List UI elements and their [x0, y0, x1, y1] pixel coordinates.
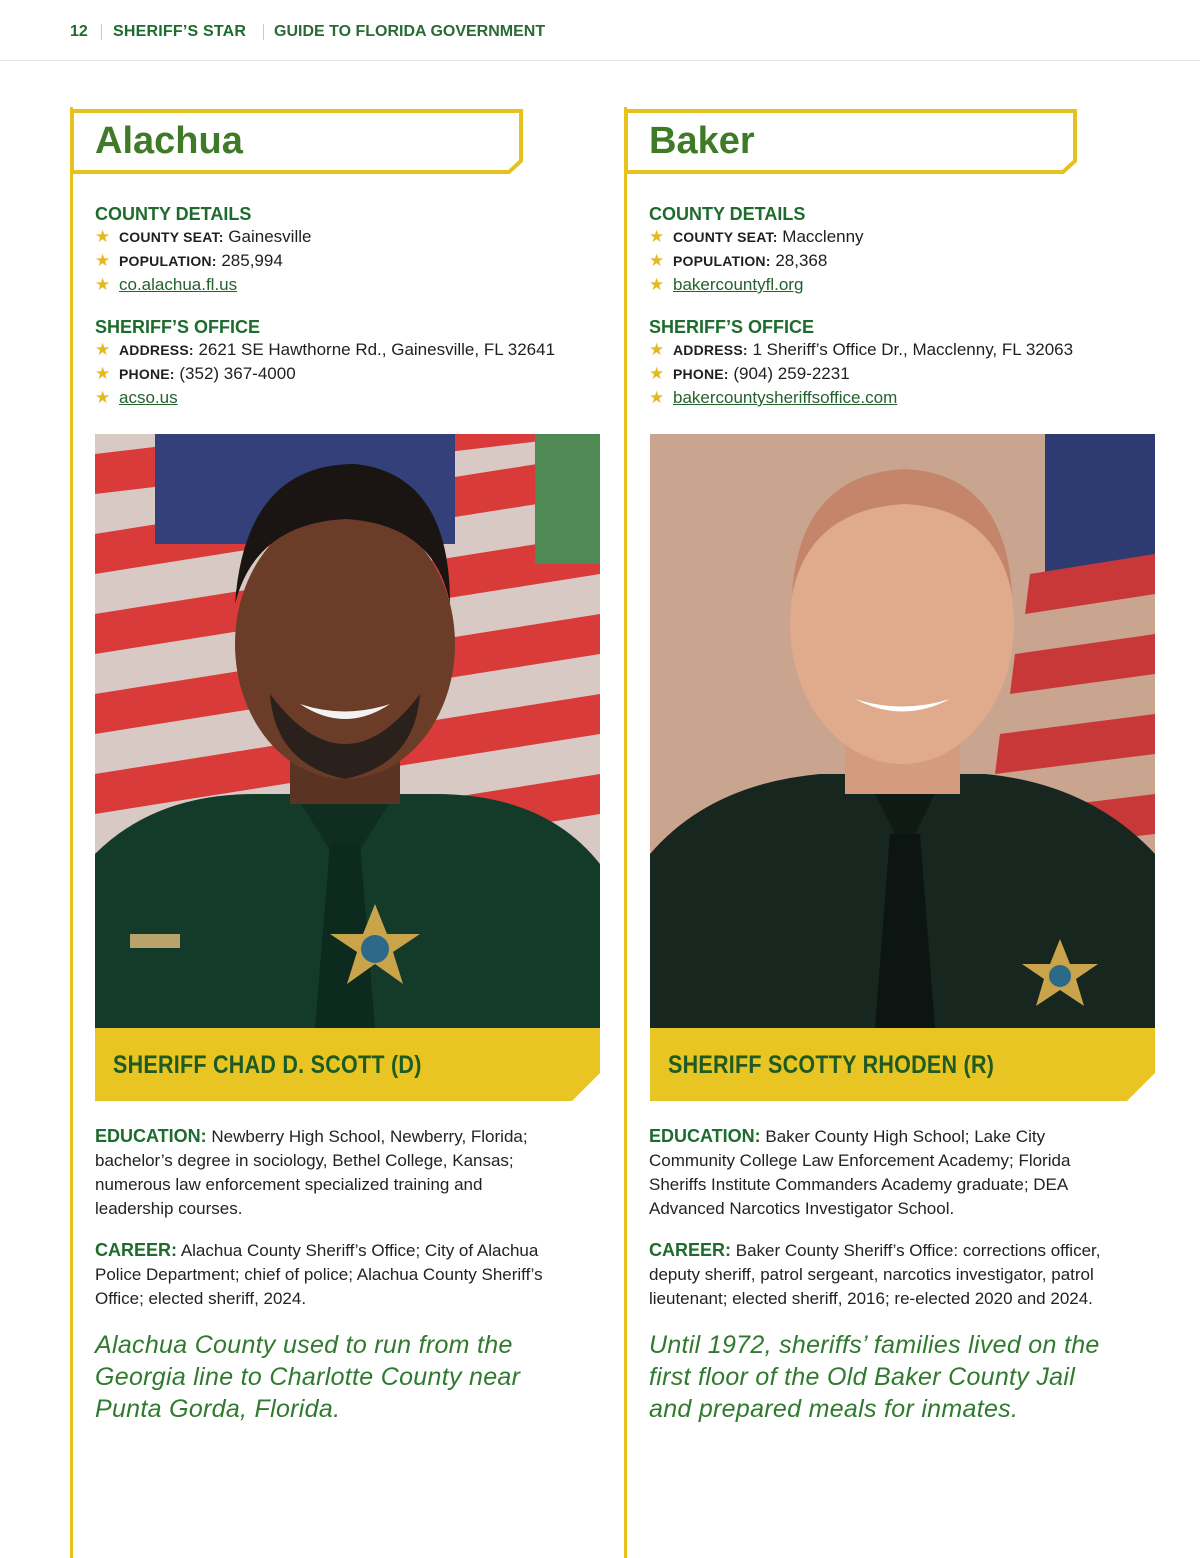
gold-rule — [624, 107, 627, 1558]
education-text: Newberry High School, Newberry, Florida; bachelor’s degree in sociology, Bethel College, Kansas; numerous law enforcement specialized training and leadership courses. — [95, 1127, 528, 1218]
phone: (352) 367-4000 — [179, 364, 296, 383]
star-icon: ★ — [95, 388, 111, 407]
sheriff-office-heading: SHERIFF’S OFFICE — [649, 317, 815, 337]
publication-title: SHERIFF’S STAR — [113, 23, 247, 40]
sheriff-name: SHERIFF CHAD D. SCOTT (D) — [113, 1051, 422, 1079]
education-label: EDUCATION: — [95, 1126, 207, 1146]
divider — [101, 24, 102, 40]
sheriff-name-band — [95, 1028, 600, 1101]
education-text: Baker County High School; Lake City Community College Law Enforcement Academy; Florida Sheriffs Institute Commanders Academy graduate; DEA Advanced Narcotics Investigator School. — [649, 1127, 1071, 1218]
phone-row: ★ PHONE: (904) 259-2231 — [649, 364, 850, 383]
county-website-link[interactable]: co.alachua.fl.us — [119, 275, 238, 294]
star-icon: ★ — [95, 364, 111, 383]
population-row: ★ POPULATION: 28,368 — [649, 251, 828, 270]
sheriff-portrait — [95, 434, 600, 1028]
county-profile-baker — [622, 107, 1162, 1558]
sheriff-name: SHERIFF SCOTTY RHODEN (R) — [668, 1051, 995, 1079]
star-icon: ★ — [649, 251, 665, 270]
county-fact: Alachua County used to run from the Georgia line to Charlotte County near Punta Gorda, Florida. — [95, 1331, 521, 1423]
county-name: Baker — [649, 120, 755, 162]
star-icon: ★ — [95, 251, 111, 270]
population: 285,994 — [221, 251, 283, 270]
county-website-row — [649, 274, 803, 296]
county-seat: Gainesville — [228, 227, 312, 246]
county-website-link[interactable]: bakercountyfl.org — [673, 275, 804, 294]
population: 28,368 — [775, 251, 828, 270]
office-website-row — [95, 387, 178, 409]
county-details-heading: COUNTY DETAILS — [95, 204, 252, 224]
star-icon: ★ — [649, 340, 665, 359]
divider — [263, 24, 264, 40]
page-header — [0, 0, 1200, 61]
career-text: Alachua County Sheriff’s Office; City of Alachua Police Department; chief of police; Alachua County Sheriff’s Office; elected sheriff, 2024. — [95, 1241, 543, 1308]
sheriff-office-heading: SHERIFF’S OFFICE — [95, 317, 261, 337]
county-details-heading: COUNTY DETAILS — [649, 204, 806, 224]
county-seat-row: ★ COUNTY SEAT: Macclenny — [649, 227, 864, 246]
career-label: CAREER: — [95, 1240, 178, 1260]
sheriff-name-band — [650, 1028, 1155, 1101]
career-paragraph — [95, 1238, 565, 1311]
address: 2621 SE Hawthorne Rd., Gainesville, FL 32641 — [198, 340, 556, 359]
star-icon: ★ — [649, 364, 665, 383]
county-profile-alachua — [68, 107, 608, 1558]
population-row: ★ POPULATION: 285,994 — [95, 251, 283, 270]
star-icon: ★ — [95, 227, 111, 246]
county-seat: Macclenny — [782, 227, 864, 246]
address-row: ★ ADDRESS: 1 Sheriff’s Office Dr., Macclenny, FL 32063 — [649, 340, 1074, 359]
gold-rule — [70, 107, 73, 1558]
section-title: GUIDE TO FLORIDA GOVERNMENT — [274, 23, 546, 40]
office-website-link[interactable]: bakercountysheriffsoffice.com — [673, 388, 898, 407]
career-label: CAREER: — [649, 1240, 732, 1260]
sheriff-portrait — [650, 434, 1155, 1028]
education-paragraph — [95, 1124, 565, 1221]
office-website-row — [649, 387, 897, 409]
page-number: 12 — [70, 23, 88, 40]
education-paragraph — [649, 1124, 1119, 1221]
county-seat-row: ★ COUNTY SEAT: Gainesville — [95, 227, 312, 246]
phone-row: ★ PHONE: (352) 367-4000 — [95, 364, 296, 383]
county-website-row — [95, 274, 237, 296]
county-fact: Until 1972, sheriffs’ families lived on the first floor of the Old Baker County Jail and prepared meals for inmates. — [649, 1331, 1100, 1423]
address: 1 Sheriff’s Office Dr., Macclenny, FL 32063 — [752, 340, 1074, 359]
county-title-box — [70, 109, 519, 169]
county-name: Alachua — [95, 120, 243, 162]
star-icon: ★ — [95, 275, 111, 294]
star-icon: ★ — [649, 388, 665, 407]
career-paragraph — [649, 1238, 1119, 1311]
education-label: EDUCATION: — [649, 1126, 761, 1146]
office-website-link[interactable]: acso.us — [119, 388, 178, 407]
career-text: Baker County Sheriff’s Office: corrections officer, deputy sheriff, patrol sergeant, narcotics investigator, patrol lieutenant; elected sheriff, 2016; re-elected 2020 and 2024. — [649, 1241, 1101, 1308]
star-icon: ★ — [95, 340, 111, 359]
county-title-box — [624, 109, 1073, 169]
phone: (904) 259-2231 — [733, 364, 850, 383]
star-icon: ★ — [649, 275, 665, 294]
address-row: ★ ADDRESS: 2621 SE Hawthorne Rd., Gainesville, FL 32641 — [95, 340, 556, 359]
star-icon: ★ — [649, 227, 665, 246]
